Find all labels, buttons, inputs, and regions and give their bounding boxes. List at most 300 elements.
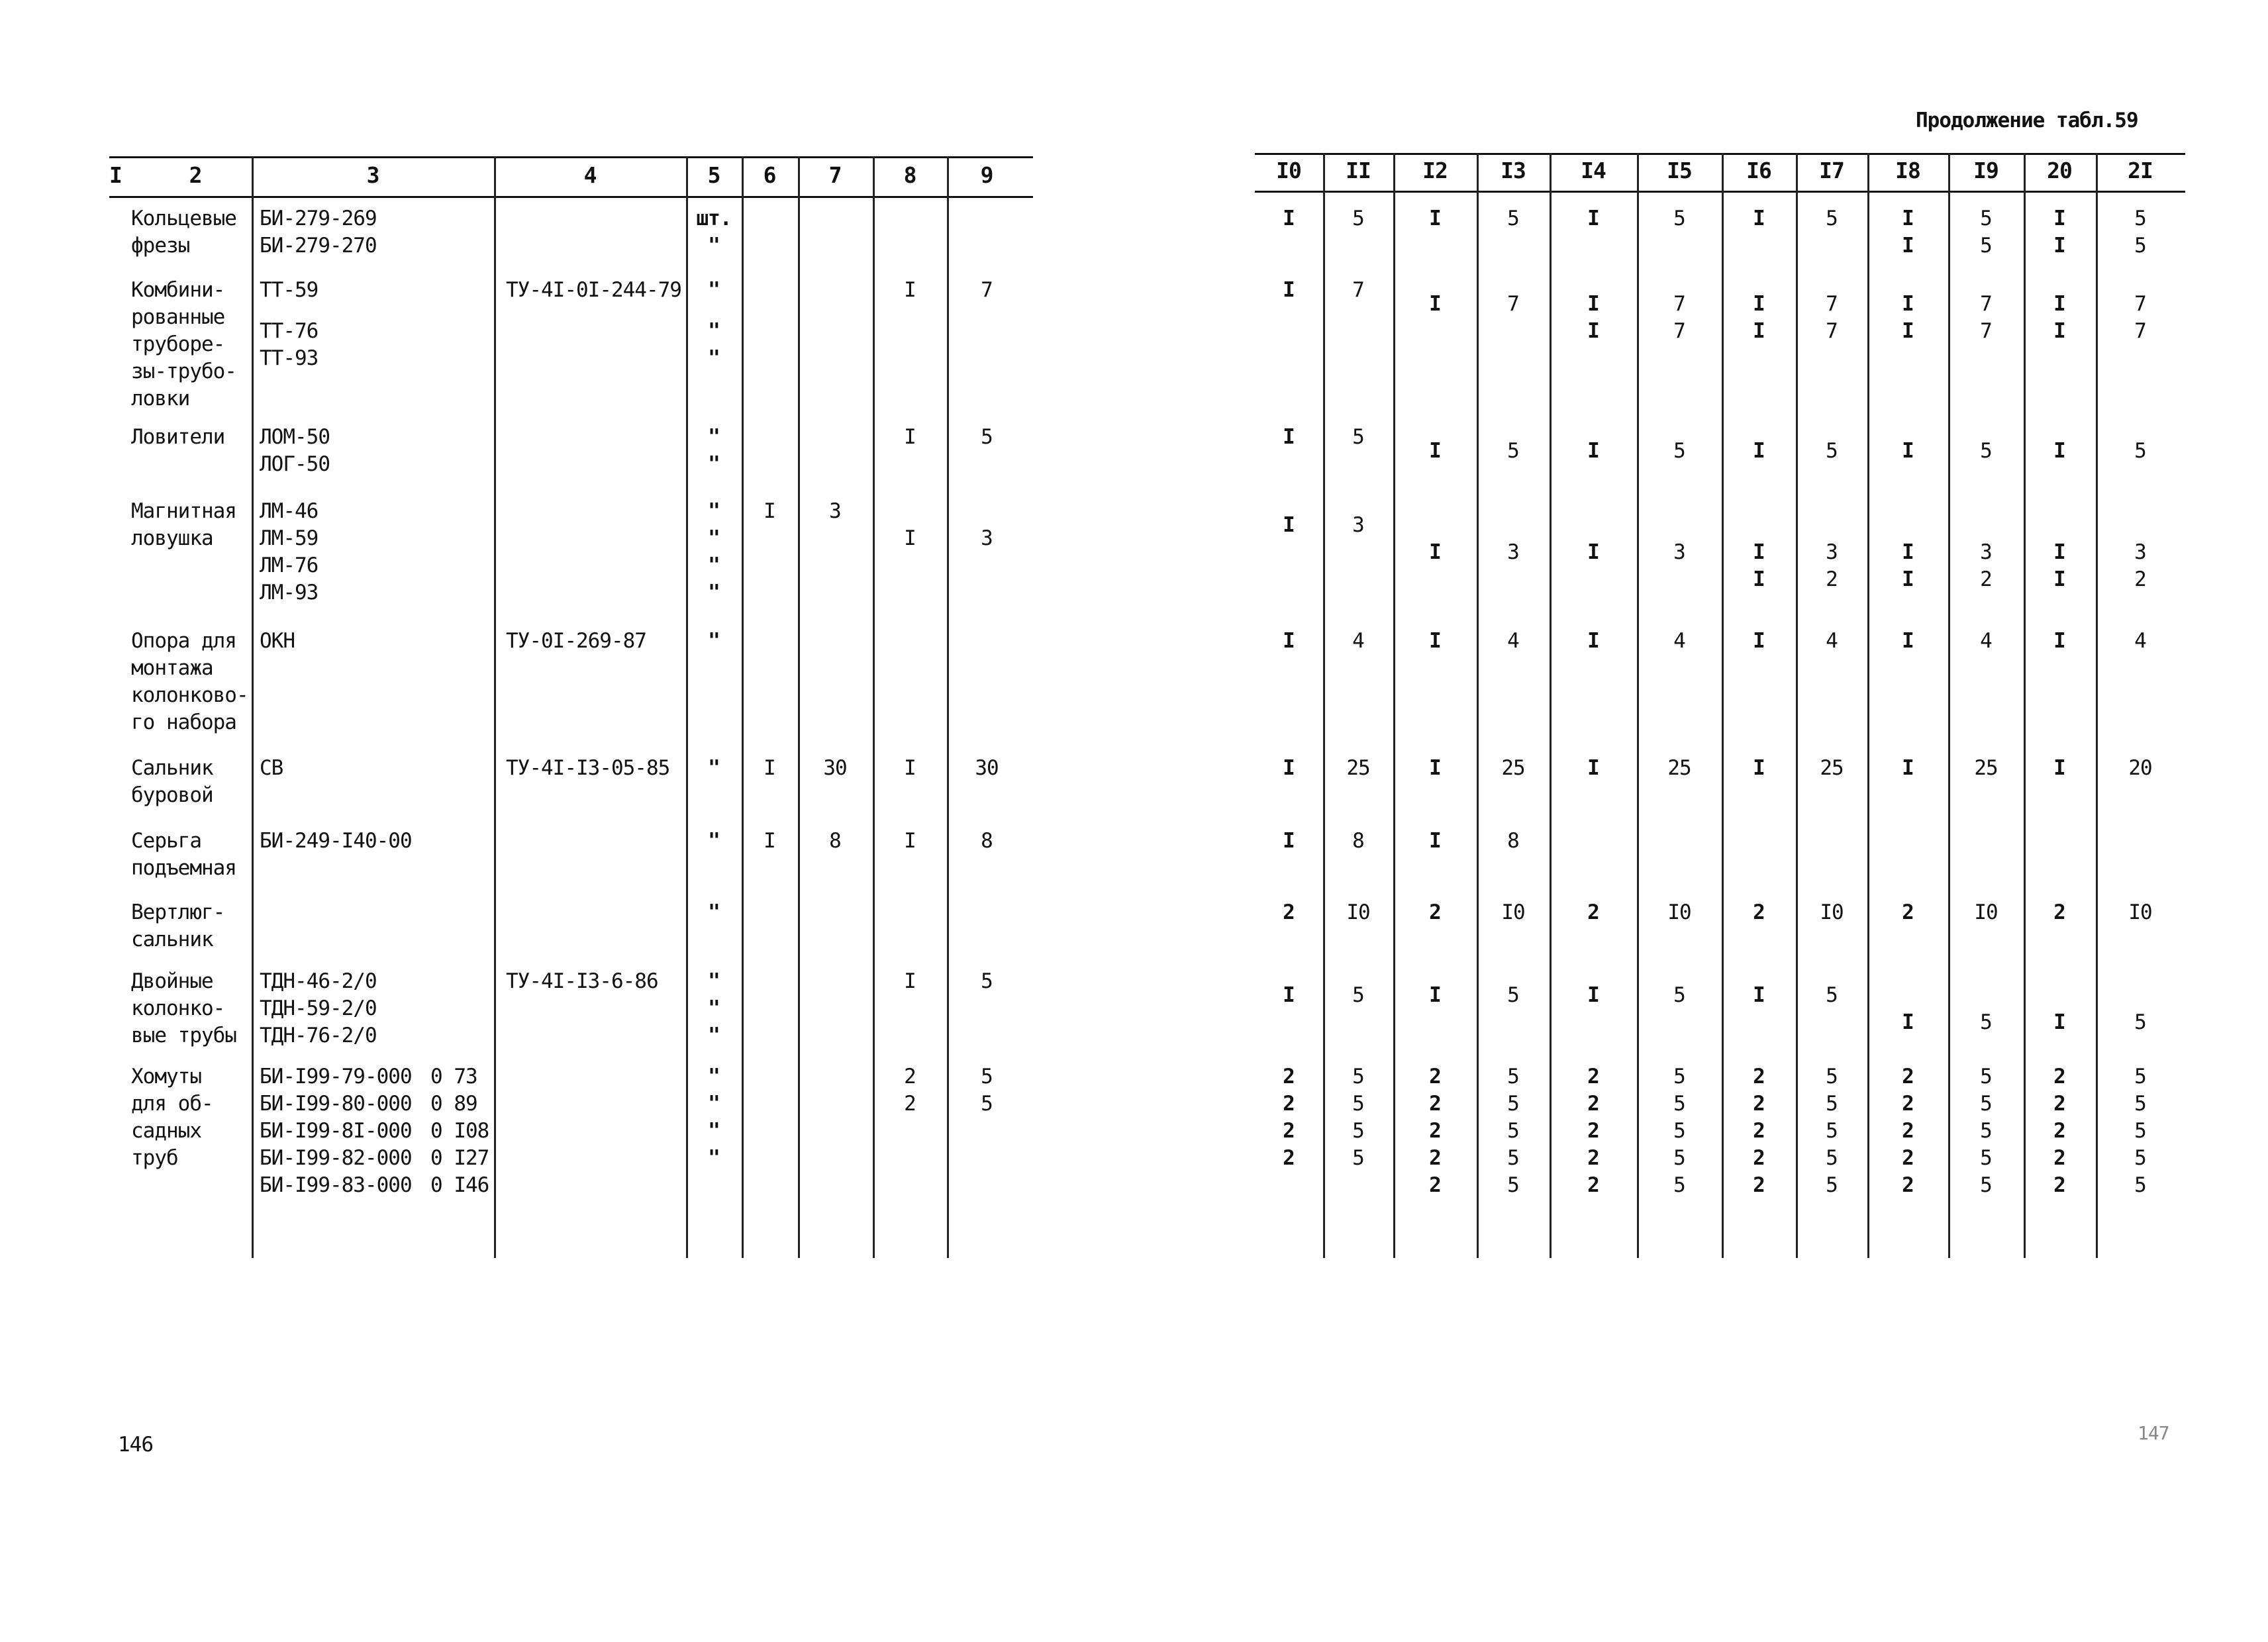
value-cell: 5 [1352,207,1364,230]
item-code: БИ-249-I40-00 [260,829,412,853]
value-cell: I [1283,983,1295,1007]
value-cell: I [1902,567,1914,591]
value-cell: 2 [1283,1119,1295,1143]
value-cell: 5 [1507,1092,1519,1116]
item-name-line: сальник [131,928,213,951]
item-name-line: Комбини- [131,278,225,302]
value-cell: 2 [2053,1119,2065,1143]
value-cell: 5 [1673,1092,1685,1116]
value-cell: 5 [1507,983,1519,1007]
value-cell: 2 [1753,1065,1765,1088]
value-cell: I [1429,829,1441,853]
value-cell: I [1587,438,1599,463]
value-cell: 25 [1820,756,1844,780]
value-cell: 2 [1429,1092,1441,1116]
value-cell: 5 [1507,1065,1519,1088]
value-cell: I [764,499,775,523]
item-code: БИ-I99-8I-000 [260,1119,412,1143]
item-name-line: Серьга [131,829,201,853]
value-cell: 7 [1826,291,1838,316]
value-cell: 5 [1826,1119,1838,1143]
value-cell: 5 [1826,1146,1838,1170]
value-cell: I [2053,540,2065,564]
value-cell: 2 [1753,900,1765,924]
value-cell: 5 [1673,1119,1685,1143]
value-cell: 5 [2134,1065,2146,1088]
value-cell: 4 [1673,629,1685,653]
value-cell: I [904,526,916,550]
value-cell: I [1587,756,1599,780]
value-cell: I [1283,425,1295,449]
value-cell: 5 [1673,983,1685,1007]
item-name-line: Ловители [131,425,225,449]
value-cell: 4 [1507,629,1519,653]
item-unit: " [708,452,720,476]
header-cell: I6 [1746,158,1771,183]
item-unit: " [708,1024,720,1047]
value-cell: 4 [1352,629,1364,653]
item-unit: " [708,499,720,523]
value-cell: 4 [1826,629,1838,653]
item-size: 0 73 [430,1065,477,1088]
value-cell: I0 [1820,900,1844,924]
column-divider [873,156,875,1258]
header-cell: I2 [1422,158,1448,183]
value-cell: I [1902,1010,1914,1034]
item-code: ТТ-59 [260,278,319,302]
header-cell: I9 [1973,158,1998,183]
column-divider [1393,153,1395,1258]
value-cell: 8 [829,829,841,853]
value-cell: 3 [1980,540,1992,564]
value-cell: 4 [2134,629,2146,653]
item-code: ЛМ-46 [260,499,319,523]
item-spec: ТУ-4I-0I-244-79 [506,278,681,302]
value-cell: 2 [2134,567,2146,591]
value-cell: 5 [2134,438,2146,463]
item-size: 0 89 [430,1092,477,1116]
value-cell: 2 [1429,1119,1441,1143]
item-code: БИ-279-270 [260,234,377,258]
value-cell: 5 [1826,983,1838,1007]
value-cell: 8 [1507,829,1519,853]
value-cell: 2 [1587,1119,1599,1143]
page-number-right: 147 [2138,1422,2169,1444]
item-code: ТДН-46-2/0 [260,969,377,993]
value-cell: 7 [1507,291,1519,316]
column-divider [2096,153,2098,1258]
value-cell: I0 [2128,900,2152,924]
header-cell: I5 [1667,158,1692,183]
item-name-line: зы-трубо- [131,360,236,383]
column-divider [798,156,800,1258]
value-cell: I [1753,983,1765,1007]
header-cell: I [109,162,122,188]
header-cell: I7 [1819,158,1844,183]
item-name-line: для об- [131,1092,213,1116]
item-name-line: ловки [131,387,190,410]
item-spec: ТУ-0I-269-87 [506,629,646,653]
column-divider [686,156,688,1258]
item-unit: " [708,346,720,370]
item-code: БИ-I99-79-000 [260,1065,412,1088]
value-cell: 5 [1980,1065,1992,1088]
value-cell: I [1753,207,1765,230]
value-cell: I [904,756,916,780]
column-divider [1722,153,1724,1258]
item-unit: " [708,1092,720,1116]
header-cell: 5 [707,162,720,188]
value-cell: 2 [2053,1092,2065,1116]
value-cell: 5 [981,969,993,993]
value-cell: 5 [1980,1146,1992,1170]
value-cell: 4 [1980,629,1992,653]
value-cell: 5 [1507,207,1519,230]
value-cell: 5 [1673,207,1685,230]
value-cell: 30 [823,756,847,780]
value-cell: 5 [1673,1146,1685,1170]
header-cell: 7 [828,162,842,188]
value-cell: I [1587,983,1599,1007]
value-cell: 2 [1283,1065,1295,1088]
value-cell: I [1753,318,1765,343]
header-cell: I4 [1581,158,1606,183]
value-cell: 5 [1826,1065,1838,1088]
item-name-line: фрезы [131,234,190,258]
value-cell: I [1753,291,1765,316]
value-cell: I0 [1346,900,1370,924]
value-cell: 2 [1587,1065,1599,1088]
column-divider [1550,153,1552,1258]
value-cell: 2 [1902,1065,1914,1088]
value-cell: 5 [1352,425,1364,449]
value-cell: I [904,829,916,853]
value-cell: 2 [1587,900,1599,924]
value-cell: I [2053,207,2065,230]
value-cell: 5 [981,1065,993,1088]
header-cell: 3 [366,162,379,188]
value-cell: 3 [2134,540,2146,564]
value-cell: 2 [1429,1065,1441,1088]
value-cell: 2 [904,1092,916,1116]
item-unit: " [708,756,720,780]
value-cell: I [1902,207,1914,230]
item-code: БИ-279-269 [260,207,377,230]
item-name-line: труб [131,1146,178,1170]
value-cell: 2 [1902,1146,1914,1170]
value-cell: I [1587,318,1599,343]
value-cell: I0 [1667,900,1691,924]
value-cell: 2 [904,1065,916,1088]
item-size: 0 I46 [430,1173,489,1197]
value-cell: 5 [1352,1119,1364,1143]
value-cell: I [1753,756,1765,780]
value-cell: I [1283,629,1295,653]
value-cell: I [764,756,775,780]
value-cell: 5 [981,1092,993,1116]
value-cell: 2 [1753,1173,1765,1197]
item-name-line: монтажа [131,656,213,680]
value-cell: I [2053,1010,2065,1034]
value-cell: 2 [1587,1146,1599,1170]
value-cell: 3 [1826,540,1838,564]
value-cell: I [904,969,916,993]
value-cell: I [1587,629,1599,653]
value-cell: 2 [1429,1146,1441,1170]
value-cell: 5 [1507,1173,1519,1197]
value-cell: I [1753,540,1765,564]
header-cell: 20 [2047,158,2072,183]
item-name-line: колонково- [131,683,248,707]
value-cell: 2 [2053,1173,2065,1197]
item-name-line: Двойные [131,969,213,993]
header-rule-bottom [109,196,1033,198]
value-cell: I [1902,629,1914,653]
value-cell: 7 [1826,318,1838,343]
value-cell: 5 [1507,1119,1519,1143]
item-name-line: колонко- [131,996,225,1020]
value-cell: 20 [2128,756,2152,780]
value-cell: 2 [1587,1092,1599,1116]
value-cell: 5 [2134,1173,2146,1197]
header-cell: 4 [583,162,597,188]
value-cell: 5 [1826,1092,1838,1116]
header-cell: 8 [903,162,916,188]
column-divider [1796,153,1798,1258]
value-cell: I [1753,629,1765,653]
value-cell: 5 [1673,438,1685,463]
item-unit: " [708,581,720,604]
item-unit: " [708,526,720,550]
value-cell: I [1429,540,1441,564]
value-cell: 7 [1980,291,1992,316]
value-cell: 8 [1352,829,1364,853]
value-cell: I [1429,756,1441,780]
item-unit: " [708,969,720,993]
header-rule-top [109,156,1033,158]
value-cell: I [1429,983,1441,1007]
item-unit: " [708,318,720,343]
value-cell: I0 [1974,900,1998,924]
column-divider [1637,153,1639,1258]
item-name-line: буровой [131,783,213,807]
item-unit: " [708,629,720,653]
value-cell: 2 [1283,900,1295,924]
value-cell: I [1902,756,1914,780]
item-name-line: садных [131,1119,201,1143]
item-code: ЛМ-93 [260,581,319,604]
header-cell: 6 [763,162,776,188]
value-cell: 2 [1283,1092,1295,1116]
header-cell: 2I [2128,158,2153,183]
item-unit: " [708,1119,720,1143]
column-divider [1948,153,1950,1258]
header-cell: 9 [980,162,993,188]
item-unit: " [708,996,720,1020]
value-cell: 5 [1507,438,1519,463]
value-cell: 2 [1902,900,1914,924]
value-cell: I [2053,318,2065,343]
value-cell: I [1429,438,1441,463]
value-cell: 5 [1980,1092,1992,1116]
item-code: БИ-I99-82-000 [260,1146,412,1170]
value-cell: 5 [2134,207,2146,230]
value-cell: 30 [975,756,999,780]
value-cell: 5 [981,425,993,449]
value-cell: 3 [1507,540,1519,564]
value-cell: I [1587,291,1599,316]
item-name-line: труборе- [131,332,225,356]
value-cell: 5 [1980,234,1992,258]
item-code: ТДН-76-2/0 [260,1024,377,1047]
item-unit: " [708,554,720,577]
value-cell: I [1283,756,1295,780]
item-name-line: Магнитная [131,499,236,523]
item-name-line: Хомуты [131,1065,201,1088]
item-unit: шт. [696,207,732,230]
item-code: ЛМ-59 [260,526,319,550]
value-cell: 2 [1587,1173,1599,1197]
value-cell: 2 [1283,1146,1295,1170]
value-cell: 2 [1429,1173,1441,1197]
value-cell: 5 [1352,983,1364,1007]
value-cell: 5 [1826,438,1838,463]
value-cell: 2 [1902,1119,1914,1143]
column-divider [252,156,254,1258]
item-code: ЛОГ-50 [260,452,330,476]
value-cell: I [1429,291,1441,316]
value-cell: 3 [1673,540,1685,564]
item-name-line: го набора [131,710,236,734]
value-cell: 3 [981,526,993,550]
value-cell: I0 [1501,900,1525,924]
item-unit: " [708,829,720,853]
item-name-line: рованные [131,305,225,329]
value-cell: 3 [829,499,841,523]
table-caption: Продолжение табл.59 [1916,109,2138,132]
value-cell: 25 [1974,756,1998,780]
value-cell: 2 [1753,1092,1765,1116]
value-cell: 5 [1673,1065,1685,1088]
value-cell: I [1429,629,1441,653]
value-cell: 2 [1826,567,1838,591]
value-cell: I [2053,567,2065,591]
column-divider [1477,153,1479,1258]
value-cell: 5 [1352,1092,1364,1116]
value-cell: 5 [1826,207,1838,230]
value-cell: 7 [1352,278,1364,302]
value-cell: 5 [1507,1146,1519,1170]
column-divider [2024,153,2026,1258]
value-cell: 8 [981,829,993,853]
value-cell: 5 [1980,207,1992,230]
item-size: 0 I08 [430,1119,489,1143]
value-cell: 25 [1667,756,1691,780]
item-code: ТТ-76 [260,318,319,343]
value-cell: 5 [2134,1092,2146,1116]
value-cell: 5 [1980,1010,1992,1034]
item-name-line: подъемная [131,856,236,880]
value-cell: 5 [1980,438,1992,463]
value-cell: I [904,278,916,302]
value-cell: 5 [1352,1146,1364,1170]
item-spec: ТУ-4I-I3-6-86 [506,969,658,993]
value-cell: 5 [2134,1119,2146,1143]
value-cell: I [2053,234,2065,258]
item-code: ТТ-93 [260,346,319,370]
value-cell: 5 [2134,234,2146,258]
value-cell: I [1429,207,1441,230]
value-cell: 5 [2134,1146,2146,1170]
item-unit: " [708,1065,720,1088]
value-cell: I [1902,438,1914,463]
value-cell: 7 [2134,291,2146,316]
value-cell: 7 [1673,291,1685,316]
item-name-line: ловушка [131,526,213,550]
value-cell: I [2053,629,2065,653]
value-cell: I [764,829,775,853]
value-cell: 2 [1753,1119,1765,1143]
item-code: СВ [260,756,283,780]
header-cell: I0 [1276,158,1301,183]
value-cell: I [2053,756,2065,780]
value-cell: I [1753,567,1765,591]
item-size: 0 I27 [430,1146,489,1170]
value-cell: I [1902,318,1914,343]
header-cell: II [1346,158,1371,183]
value-cell: I [1902,291,1914,316]
page-number-left: 146 [118,1433,153,1457]
value-cell: 7 [1673,318,1685,343]
item-code: ТДН-59-2/0 [260,996,377,1020]
header-cell: I8 [1895,158,1920,183]
value-cell: 2 [2053,1065,2065,1088]
value-cell: I [904,425,916,449]
item-code: БИ-I99-80-000 [260,1092,412,1116]
item-unit: " [708,278,720,302]
item-unit: " [708,425,720,449]
header-cell: 2 [189,162,202,188]
item-name-line: Опора для [131,629,236,653]
value-cell: 5 [1980,1119,1992,1143]
value-cell: 2 [1980,567,1992,591]
value-cell: I [1283,278,1295,302]
value-cell: I [1283,829,1295,853]
value-cell: 2 [2053,900,2065,924]
value-cell: 5 [1826,1173,1838,1197]
item-unit: " [708,900,720,924]
header-cell: I3 [1501,158,1526,183]
value-cell: I [1753,438,1765,463]
value-cell: 2 [1902,1092,1914,1116]
item-code: ОКН [260,629,295,653]
item-code: ЛОМ-50 [260,425,330,449]
value-cell: I [1587,540,1599,564]
item-name-line: Кольцевые [131,207,236,230]
item-unit: " [708,234,720,258]
value-cell: 2 [1902,1173,1914,1197]
value-cell: 5 [1352,1065,1364,1088]
value-cell: 7 [1980,318,1992,343]
value-cell: 5 [2134,1010,2146,1034]
value-cell: 25 [1346,756,1370,780]
value-cell: I [1283,512,1295,537]
column-divider [947,156,949,1258]
column-divider [742,156,744,1258]
value-cell: I [2053,291,2065,316]
value-cell: 3 [1352,512,1364,537]
item-name-line: Сальник [131,756,213,780]
